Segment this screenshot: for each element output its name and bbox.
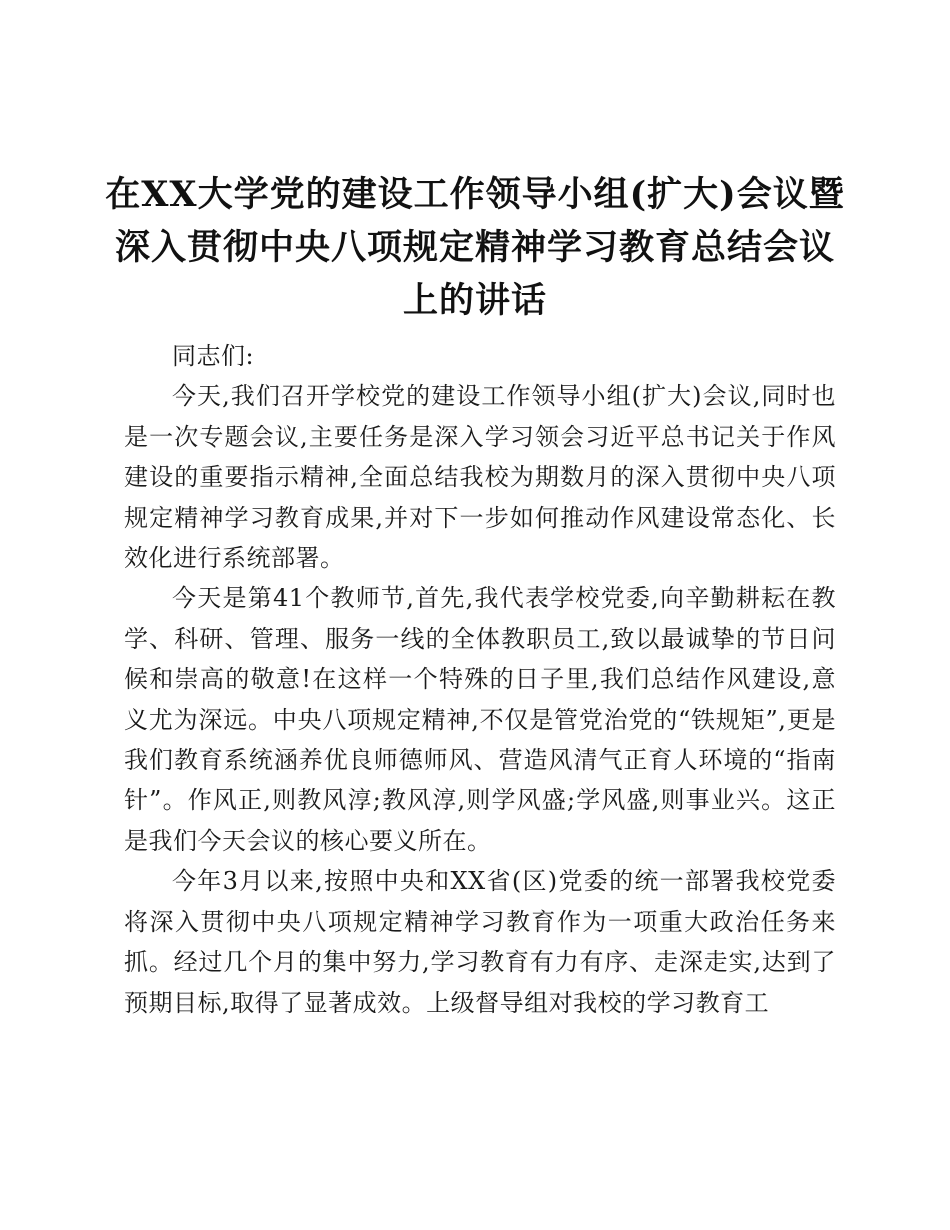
paragraph-3: 今年3月以来,按照中央和XX省(区)党委的统一部署我校党委将深入贯彻中央八项规定精神学习教育作为一项重大政治任务来抓。经过几个月的集中努力,学习教育有力有序、走深走实,达到了预期目标,取得了显著成效。上级督导组对我校的学习教育工 <box>124 867 836 1017</box>
paragraph-2: 今天是第41个教师节,首先,我代表学校党委,向辛勤耕耘在教学、科研、管理、服务一线的全体教职员工,致以最诚挚的节日问候和崇高的敬意!在这样一个特殊的日子里,我们总结作风建设,意义尤为深远。中央八项规定精神,不仅是管党治党的“铁规矩”,更是我们教育系统涵养优良师德师风、营造风清气正育人环境的“指南针”。作风正,则教风淳;教风淳,则学风盛;学风盛,则事业兴。这正是我们今天会议的核心要义所在。 <box>124 584 836 855</box>
salutation: 同志们: <box>172 342 255 370</box>
title-line-1: 在XX大学党的建设工作领导小组(扩大)会议暨 <box>105 174 845 215</box>
document-body <box>124 336 836 1023</box>
title-line-3: 上的讲话 <box>402 280 547 321</box>
title-line-2: 深入贯彻中央八项规定精神学习教育总结会议 <box>114 227 835 268</box>
paragraph-1: 今天,我们召开学校党的建设工作领导小组(扩大)会议,同时也是一次专题会议,主要任务是深入学习领会习近平总书记关于作风建设的重要指示精神,全面总结我校为期数月的深入贯彻中央八项规定精神学习教育成果,并对下一步如何推动作风建设常态化、长效化进行系统部署。 <box>124 382 836 573</box>
document-title <box>100 168 850 327</box>
